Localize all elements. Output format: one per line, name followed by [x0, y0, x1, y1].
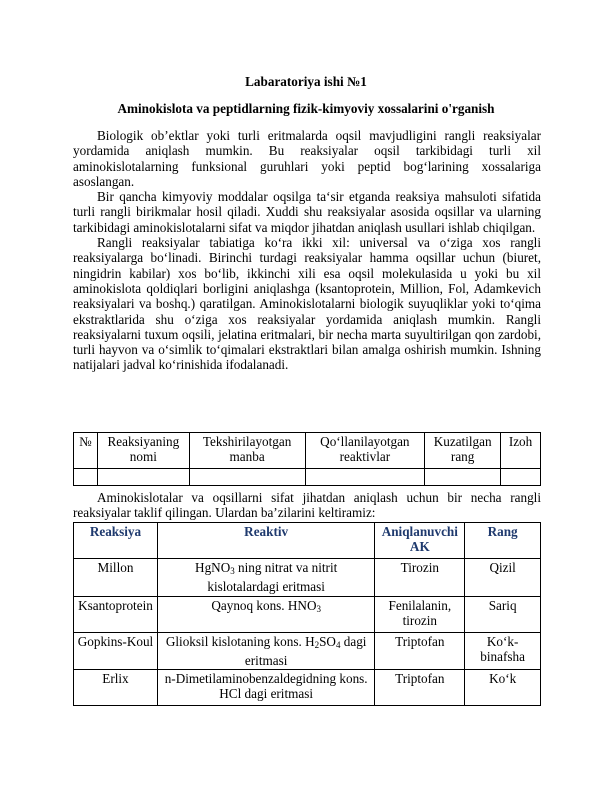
results-table — [73, 432, 541, 486]
table-header-cell: Rang — [465, 523, 541, 559]
amino-acid: Triptofan — [375, 632, 465, 670]
intro-text — [73, 128, 541, 373]
table-header-cell: Reaksiya — [74, 523, 158, 559]
table-row — [74, 670, 541, 706]
paragraph: Aminokislotalar va oqsillarni sifat jihatdan aniqlash uchun bir necha rangli reaksiyalar taklif qilingan. Ulardan ba’zilarini keltiramiz: — [73, 490, 541, 521]
table-header-cell: Reaksiyaning nomi — [97, 433, 189, 469]
reagent: HgNO$_3$ ning nitrat va nitrit kislotalardagi eritmasi — [157, 559, 374, 597]
color-result: Ko‘k — [465, 670, 541, 706]
amino-acid: Triptofan — [375, 670, 465, 706]
color-result: Ko‘k-binafsha — [465, 632, 541, 670]
amino-acid: Tirozin — [375, 559, 465, 597]
table-row — [74, 469, 541, 486]
reagent: Glioksil kislotaning kons. $H_2SO_4$ dagi eritmasi — [157, 632, 374, 670]
table-cell — [74, 469, 98, 486]
table-cell — [305, 469, 425, 486]
table-header-row — [74, 523, 541, 559]
table-header-cell: Izoh — [501, 433, 541, 469]
table-cell — [97, 469, 189, 486]
table-header-cell: Qo‘llanilayotgan reaktivlar — [305, 433, 425, 469]
color-result: Qizil — [465, 559, 541, 597]
table-row — [74, 632, 541, 670]
reactions-table — [73, 522, 541, 706]
paragraph: Biologik ob’ektlar yoki turli eritmalarda oqsil mavjudligini rangli reaksiyalar yordamida aniqlash mumkin. Bu reaksiyalar oqsil tarkibidagi turli xil aminokislotalarning funksional guruhlari yoki peptid bog‘larining xossalariga asoslangan. — [73, 128, 541, 189]
paragraph: Bir qancha kimyoviy moddalar oqsilga ta‘sir etganda reaksiya mahsuloti sifatida turli rangli birikmalar hosil qiladi. Xuddi shu reaksiyalar asosida oqsillar va ularning tarkibidagi aminokislotalarni sifat va miqdor jihatdan aniqlash usullari ishlab chiqilgan. — [73, 189, 541, 235]
reagent: n-Dimetilaminobenzaldegidning kons. HCl dagi eritmasi — [157, 670, 374, 706]
table-header-cell: Aniqlanuvchi AK — [375, 523, 465, 559]
table-header-cell: Kuzatilgan rang — [425, 433, 501, 469]
reaction-name: Erlix — [74, 670, 158, 706]
paragraph: Rangli reaksiyalar tabiatiga ko‘ra ikki xil: universal va o‘ziga xos rangli reaksiyalarga bo‘linadi. Birinchi turdagi reaksiyalar hamma oqsillar uchun (biuret, ningidrin kabilar) xos bo‘lib, ikkinchi xili esa oqsil molekulasida u yoki bu xil aminokislota qoldiqlari borligini aniqlashga (ksantoprotein, Million, Fol, Adamkevich reaksiyalari va boshq.) qaratilgan. Aminokislotalarni biologik suyuqliklar yoki to‘qima ekstraktlarida shu o‘ziga xos reaksiyalar yordamida aniqlash mumkin. Rangli reaksiyalarni tuxum oqsili, jelatina eritmalari, bir necha marta suyultirilgan qon zardobi, turli hayvon va o‘simlik to‘qimalari ekstraktlari bilan amalga oshirish mumkin. Ishning natijalari jadval ko‘rinishida ifodalanadi. — [73, 235, 541, 373]
color-result: Sariq — [465, 596, 541, 632]
table-row — [74, 596, 541, 632]
reaction-name: Millon — [74, 559, 158, 597]
table-header-cell: Reaktiv — [157, 523, 374, 559]
reaction-name: Gopkins-Koul — [74, 632, 158, 670]
table-cell — [425, 469, 501, 486]
reaction-name: Ksantoprotein — [74, 596, 158, 632]
table-row — [74, 559, 541, 597]
document-title: Labaratoriya ishi №1 — [245, 74, 367, 89]
table-header-cell: Tekshirilayotgan manba — [189, 433, 305, 469]
table-header-row — [74, 433, 541, 469]
table-cell — [189, 469, 305, 486]
document-subtitle: Aminokislota va peptidlarning fizik-kimyoviy xossalarini o'rganish — [117, 101, 495, 116]
amino-acid: Fenilalanin, tirozin — [375, 596, 465, 632]
reactions-intro — [73, 490, 541, 521]
table-header-cell: № — [74, 433, 98, 469]
table-cell — [501, 469, 541, 486]
reagent: Qaynoq kons. $HNO_3$ — [157, 596, 374, 632]
